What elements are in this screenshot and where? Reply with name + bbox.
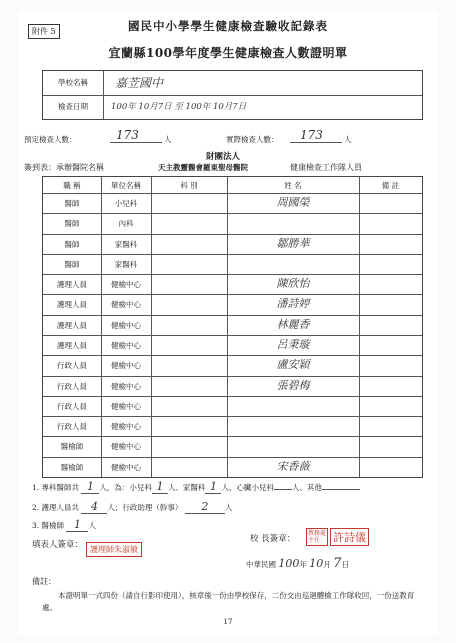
- table-cell: 健檢中心: [111, 381, 141, 391]
- table-cell: 行政人員: [57, 401, 87, 411]
- sign-date: 中華民國 100年 10月 7日: [246, 556, 349, 571]
- personnel-table: [42, 176, 423, 478]
- table-cell-name: 鄒勝華: [276, 236, 310, 250]
- remarks-label: 備註：: [32, 577, 56, 586]
- table-cell: 醫檢師: [60, 462, 84, 472]
- school-name-label: 學校名稱: [58, 78, 88, 87]
- sign-in-prefix: 簽到表：承辦醫院名稱: [24, 163, 104, 172]
- table-cell-name: 潘詩婷: [276, 297, 310, 311]
- table-cell-name: 宋香薇: [276, 459, 310, 473]
- page-subtitle: 宜蘭縣100學年度學生健康檢查人數證明單: [108, 46, 348, 60]
- table-header-cell: 職 稱: [63, 181, 81, 190]
- table-cell: 護理人員: [57, 300, 87, 310]
- actual-count-unit: 人: [344, 135, 352, 144]
- specialist-count: 1: [81, 480, 99, 494]
- table-cell-name: 周國榮: [276, 196, 310, 209]
- table-cell: 健檢中心: [111, 320, 141, 330]
- table-cell-name: 張碧梅: [276, 378, 310, 392]
- table-header-cell: 姓 名: [284, 181, 302, 190]
- filler-stamp: 護理師朱淑敏: [86, 542, 142, 557]
- summary-line-2: 2. 護理人員共 4 人；行政助理（幹事） 2 人: [32, 500, 233, 513]
- table-cell: 醫師: [64, 219, 80, 229]
- table-cell-name: 盧安穎: [276, 358, 310, 372]
- pediatric-count: 1: [152, 480, 168, 494]
- sign-date-month: 10: [309, 557, 324, 570]
- table-cell: 醫師: [64, 199, 80, 208]
- date-value: 100年 10月7日 至 100年 10月7日: [111, 102, 247, 112]
- table-cell-name: 陳欣怡: [276, 277, 310, 291]
- table-cell: 健檢中心: [111, 361, 141, 371]
- school-name-value: 嘉苙國中: [115, 76, 164, 90]
- table-cell-name: 林麗香: [276, 317, 310, 331]
- table-cell: 護理人員: [57, 320, 87, 330]
- table-cell: 健檢中心: [111, 341, 141, 350]
- hospital-org-top: 財團法人: [206, 152, 241, 162]
- page-number: 17: [223, 618, 233, 626]
- table-cell: 家醫科: [114, 259, 138, 269]
- lab-tech-count: 1: [66, 518, 88, 532]
- family-med-count: 1: [205, 480, 221, 494]
- table-cell: 行政人員: [57, 381, 87, 391]
- table-cell: 健檢中心: [111, 280, 141, 290]
- table-cell: 健檢中心: [111, 462, 141, 472]
- table-cell: 小兒科: [114, 199, 138, 208]
- summary-line-1: 1. 專科醫師共 1 人，為：小兒科 1 人、家醫科 1 人、心臟小兒科 人、其他: [32, 480, 360, 494]
- table-cell: 醫檢師: [60, 442, 84, 452]
- table-header-cell: 科 別: [180, 181, 198, 190]
- sign-in-suffix: 健康檢查工作隊人員: [290, 163, 362, 172]
- sign-date-year: 100: [278, 557, 300, 570]
- principal-stamp-small: 教務處 主任: [308, 530, 327, 544]
- principal-signature-label: 校 長簽章：: [250, 534, 296, 544]
- nurse-count: 4: [81, 500, 107, 514]
- table-cell: 內科: [118, 219, 134, 229]
- table-header-cell: 單位名稱: [111, 181, 141, 190]
- filler-signature-label: 填表人簽章：: [32, 540, 84, 550]
- table-cell: 健檢中心: [111, 300, 141, 310]
- date-label: 檢查日期: [58, 102, 88, 111]
- table-cell: 健檢中心: [111, 442, 141, 452]
- admin-count: 2: [185, 500, 225, 514]
- header-info-box: [42, 70, 423, 120]
- actual-count-value: 173: [300, 128, 323, 142]
- expected-count-label: 預定檢查人數：: [24, 135, 77, 144]
- table-cell-name: 呂秉璇: [276, 338, 310, 351]
- table-cell: 行政人員: [57, 361, 87, 371]
- table-cell: 醫師: [64, 259, 80, 269]
- principal-name: 許詩儀: [330, 528, 369, 546]
- actual-count-label: 實際檢查人數：: [226, 135, 279, 144]
- table-cell: 健檢中心: [111, 401, 141, 411]
- table-cell: 家醫科: [114, 239, 138, 249]
- hospital-org-name: 天主教靈醫會羅東聖母醫院: [158, 163, 248, 172]
- sign-date-day: 7: [333, 556, 342, 571]
- table-cell: 護理人員: [57, 280, 87, 290]
- table-cell: 醫師: [64, 239, 80, 249]
- remarks-text: 本證明單一式四份（請自行影印使用），核章後一份由學校保存，二份交由巡迴體檢工作隊收回，一份送教育處。: [42, 591, 415, 612]
- table-header-cell: 備 註: [381, 181, 400, 190]
- page-title: 國民中小學學生健康檢查驗收記錄表: [128, 19, 328, 33]
- table-cell: 護理人員: [57, 341, 87, 350]
- table-cell: 行政人員: [57, 422, 87, 432]
- expected-count-value: 173: [116, 128, 139, 142]
- expected-count-unit: 人: [164, 135, 172, 144]
- table-cell: 健檢中心: [111, 422, 141, 432]
- summary-line-3: 3. 醫檢師 1 人: [32, 518, 96, 531]
- document-page: [18, 10, 438, 635]
- annex-label: 附件 5: [28, 24, 60, 39]
